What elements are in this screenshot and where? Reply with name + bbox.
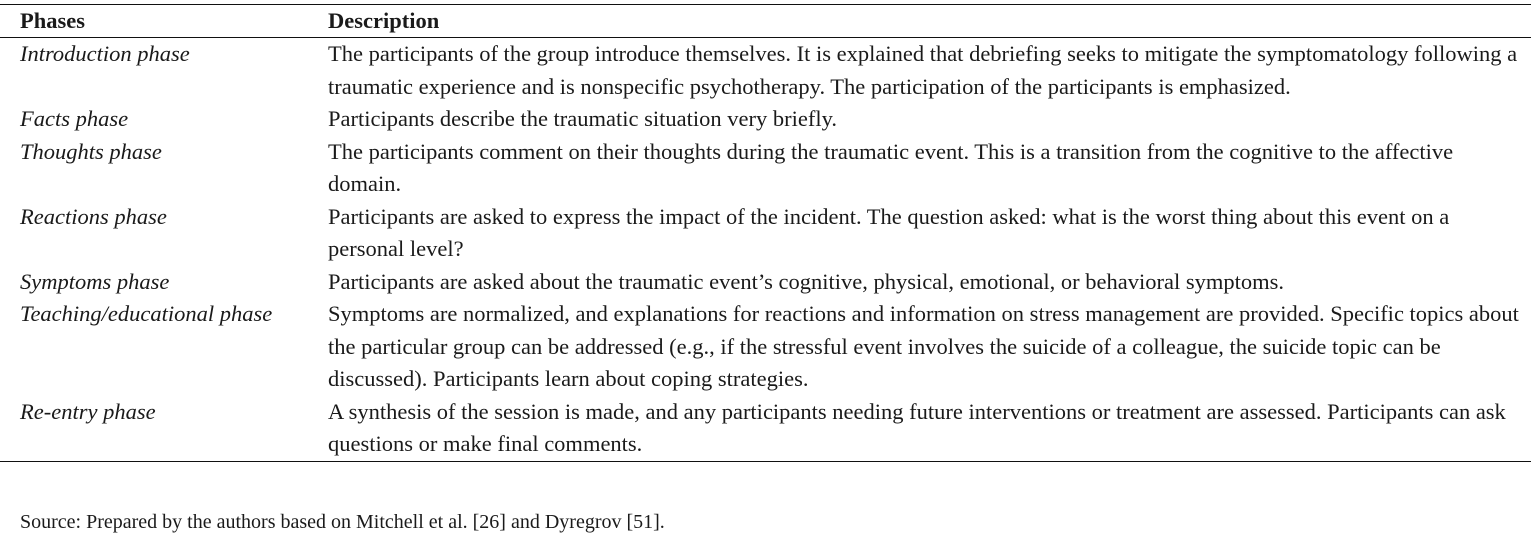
debriefing-phases-table (0, 4, 1531, 462)
table-row (0, 201, 1531, 266)
phase-description: Symptoms are normalized, and explanations for reactions and information on stress management are provided. Specific topics about the particular group can be addressed (e.g., if the stressful event involves the suicide of a colleague, the suicide topic can be discussed). Participants learn about coping strategies. (328, 301, 1519, 391)
phase-description: A synthesis of the session is made, and any participants needing future interventions or treatment are assessed. Participants can ask questions or make final comments. (328, 396, 1531, 462)
table-row (0, 396, 1531, 462)
phase-description: The participants of the group introduce themselves. It is explained that debriefing seeks to mitigate the symptomatology following a traumatic experience and is nonspecific psychotherapy. The participation of the participants is emphasized. (328, 41, 1518, 99)
table-row (0, 103, 1531, 136)
header-phases: Phases (0, 5, 328, 38)
phase-description: Participants are asked to express the impact of the incident. The question asked: what is the worst thing about this event on a personal level? (328, 203, 1450, 261)
table-header-row (0, 5, 1531, 38)
phase-description: Participants describe the traumatic situation very briefly. (328, 106, 837, 131)
phase-name: Introduction phase (20, 41, 190, 66)
table-row (0, 38, 1531, 104)
phase-name: Teaching/educational phase (20, 301, 273, 326)
phase-name: Thoughts phase (20, 138, 162, 164)
phase-description: Participants are asked about the traumatic event’s cognitive, physical, emotional, or behavioral symptoms. (328, 268, 1284, 294)
phase-name: Symptoms phase (20, 268, 170, 294)
phase-name: Re-entry phase (0, 396, 328, 462)
table-source-note: Source: Prepared by the authors based on Mitchell et al. [26] and Dyregrov [51]. (20, 511, 665, 533)
table-row (0, 298, 1531, 396)
phase-name: Facts phase (20, 106, 129, 131)
table-row (0, 266, 1531, 299)
table-row (0, 136, 1531, 201)
phase-description: The participants comment on their thoughts during the traumatic event. This is a transition from the cognitive to the affective domain. (328, 138, 1454, 196)
header-description: Description (328, 5, 1531, 38)
phase-name: Reactions phase (20, 203, 167, 229)
